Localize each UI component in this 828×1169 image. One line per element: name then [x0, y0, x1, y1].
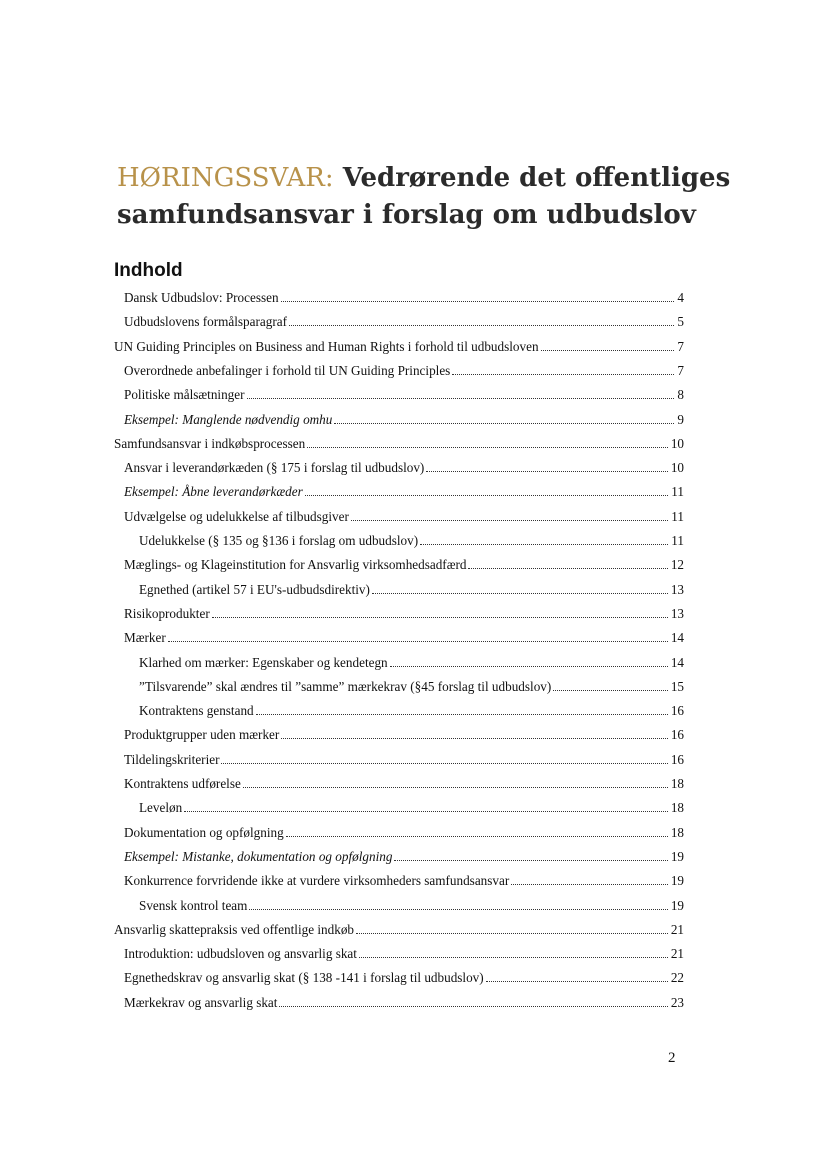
- toc-entry-leader: [221, 763, 667, 764]
- toc-entry[interactable]: [124, 501, 684, 525]
- toc-entry-page: 8: [677, 387, 684, 403]
- page-number: 2: [668, 1050, 676, 1066]
- toc-entry[interactable]: [124, 622, 684, 646]
- toc-entry-page: 10: [670, 460, 684, 476]
- toc-entry[interactable]: [124, 938, 684, 962]
- toc-entry-title: Risikoprodukter: [124, 605, 210, 621]
- toc-entry-leader: [553, 690, 668, 691]
- toc-entry-title: Politiske målsætninger: [124, 387, 245, 403]
- toc-heading: Indhold: [114, 260, 183, 281]
- toc-entry-title: Introduktion: udbudsloven og ansvarlig skat: [124, 946, 357, 962]
- toc-entry-title: UN Guiding Principles on Business and Human Rights i forhold til udbudsloven: [114, 338, 539, 354]
- title-line-2: samfundsansvar i forslag om udbudslov: [117, 200, 696, 230]
- toc-entry[interactable]: [139, 525, 684, 549]
- title-prefix: HØRINGSSVAR:: [117, 163, 334, 193]
- toc-entry-title: Dansk Udbudslov: Processen: [124, 290, 279, 305]
- toc-entry-leader: [468, 568, 667, 569]
- toc-entry-leader: [307, 447, 668, 448]
- toc-entry[interactable]: [124, 987, 684, 1011]
- toc-entry-page: 18: [670, 776, 684, 791]
- toc-entry[interactable]: [124, 355, 684, 379]
- toc-entry-page: 19: [670, 897, 684, 913]
- toc-entry-leader: [372, 593, 668, 594]
- toc-entry-page: 18: [670, 824, 684, 840]
- toc-entry-page: 11: [671, 484, 684, 500]
- toc-entry[interactable]: [124, 598, 684, 622]
- toc-entry-title: Svensk kontrol team: [139, 897, 248, 913]
- toc-entry-title: Kontraktens genstand: [139, 703, 254, 719]
- toc-entry-page: 5: [677, 314, 684, 330]
- toc-entry-title: Konkurrence forvridende ikke at vurdere virksomheders samfundsansvar: [124, 873, 510, 889]
- toc-entry-leader: [281, 738, 668, 739]
- toc-entry[interactable]: [114, 428, 684, 452]
- toc-entry-leader: [420, 544, 668, 545]
- toc-entry-page: 10: [670, 435, 684, 451]
- toc-entry[interactable]: [124, 549, 684, 573]
- toc-entry-page: 7: [677, 338, 684, 354]
- toc-entry[interactable]: [124, 404, 684, 428]
- toc-entry[interactable]: [124, 817, 684, 841]
- toc-entry-title: Udvælgelse og udelukkelse af tilbudsgiver: [124, 508, 349, 524]
- toc-entry[interactable]: [124, 379, 684, 403]
- toc-entry-title: Mærker: [124, 630, 166, 646]
- toc-entry-title: Ansvarlig skattepraksis ved offentlige indkøb: [114, 921, 355, 937]
- toc-entry-leader: [351, 520, 668, 521]
- toc-entry-leader: [247, 398, 675, 399]
- toc-entry-leader: [243, 787, 668, 788]
- toc-entry-leader: [184, 811, 668, 812]
- toc-entry-page: 14: [670, 654, 684, 670]
- toc-entry-leader: [541, 350, 675, 351]
- toc-entry-page: 9: [677, 411, 684, 427]
- toc-entry-leader: [452, 374, 674, 375]
- toc-entry[interactable]: [139, 792, 684, 816]
- toc-entry-title: Kontraktens udførelse: [124, 776, 241, 791]
- toc-entry-title: Mærkekrav og ansvarlig skat: [124, 994, 278, 1010]
- toc-entry[interactable]: [124, 841, 684, 865]
- toc-entry-title: Ansvar i leverandørkæden (§ 175 i forslag til udbudslov): [124, 460, 425, 476]
- toc-entry[interactable]: [114, 331, 684, 355]
- toc-entry-title: Klarhed om mærker: Egenskaber og kendetegn: [139, 654, 388, 670]
- toc-entry-title: Eksempel: Mistanke, dokumentation og opfølgning: [124, 848, 393, 864]
- toc-entry[interactable]: [124, 476, 684, 500]
- toc-entry-page: 22: [670, 970, 684, 986]
- toc-entry-leader: [249, 909, 667, 910]
- toc-entry-page: 7: [677, 362, 684, 378]
- toc-entry[interactable]: [139, 695, 684, 719]
- toc-entry-leader: [289, 325, 674, 326]
- toc-entry[interactable]: [124, 452, 684, 476]
- toc-entry-page: 19: [670, 848, 684, 864]
- toc-entry-leader: [394, 860, 667, 861]
- toc-entry-leader: [390, 666, 668, 667]
- toc-entry-title: Egnethed (artikel 57 i EU's-udbudsdirektiv): [139, 581, 370, 597]
- toc-entry-leader: [426, 471, 667, 472]
- toc-entry-leader: [486, 981, 668, 982]
- toc-entry-leader: [305, 495, 669, 496]
- toc-entry[interactable]: [139, 647, 684, 671]
- toc-entry-page: 16: [670, 751, 684, 767]
- toc-entry-title: Mæglings- og Klageinstitution for Ansvarlig virksomhedsadfærd: [124, 557, 467, 573]
- toc-entry[interactable]: [124, 306, 684, 330]
- toc-entry-leader: [356, 933, 668, 934]
- toc-entry-title: Eksempel: Åbne leverandørkæder: [124, 484, 303, 500]
- toc-entry[interactable]: [124, 744, 684, 768]
- toc-entry-title: Eksempel: Manglende nødvendig omhu: [124, 411, 333, 427]
- toc-entry-page: 11: [671, 508, 684, 524]
- toc-entry-leader: [279, 1006, 667, 1007]
- toc-entry-title: Samfundsansvar i indkøbsprocessen: [114, 435, 306, 451]
- toc-entry[interactable]: [139, 890, 684, 914]
- toc-entry-page: 15: [670, 678, 684, 694]
- toc-entry-page: 16: [670, 727, 684, 743]
- toc-entry-page: 4: [677, 290, 684, 305]
- toc-entry-title: Produktgrupper uden mærker: [124, 727, 280, 743]
- toc-entry-page: 12: [670, 557, 684, 573]
- toc-entry-leader: [334, 423, 674, 424]
- toc-entry-leader: [168, 641, 668, 642]
- toc-entry[interactable]: [124, 962, 684, 986]
- toc-entry-page: 16: [670, 703, 684, 719]
- toc-entry-page: 21: [670, 921, 684, 937]
- toc-entry-page: 23: [670, 994, 684, 1010]
- title-line-1: Vedrørende det offentliges: [342, 163, 731, 193]
- toc-entry-leader: [281, 301, 675, 302]
- toc-entry-title: Udelukkelse (§ 135 og §136 i forslag om udbudslov): [139, 533, 419, 548]
- toc-entry-page: 14: [670, 630, 684, 646]
- toc-entry-title: Overordnede anbefalinger i forhold til UN Guiding Principles: [124, 362, 451, 378]
- toc-entry-page: 11: [671, 533, 684, 548]
- toc-entry[interactable]: [124, 282, 684, 306]
- toc-entry-title: Udbudslovens formålsparagraf: [124, 314, 287, 330]
- toc-entry-page: 19: [670, 873, 684, 889]
- toc-entry-page: 13: [670, 581, 684, 597]
- toc-entry-leader: [511, 884, 668, 885]
- toc-entry[interactable]: [124, 865, 684, 889]
- toc-entry-leader: [359, 957, 668, 958]
- toc-entry[interactable]: [124, 768, 684, 792]
- toc-entry-leader: [256, 714, 668, 715]
- toc-entry-title: Egnethedskrav og ansvarlig skat (§ 138 -141 i forslag til udbudslov): [124, 970, 484, 986]
- toc-entry[interactable]: [139, 671, 684, 695]
- toc-entry-title: Dokumentation og opfølgning: [124, 824, 284, 840]
- toc-entry-leader: [286, 836, 668, 837]
- toc-entry-title: Leveløn: [139, 800, 183, 816]
- toc-entry-leader: [212, 617, 668, 618]
- toc-entry-page: 21: [670, 946, 684, 962]
- document-title: [117, 160, 737, 234]
- toc-entry-page: 13: [670, 605, 684, 621]
- toc-entry-page: 18: [670, 800, 684, 816]
- toc-entry-title: ”Tilsvarende” skal ændres til ”samme” mærkekrav (§45 forslag til udbudslov): [139, 678, 552, 694]
- toc-entry[interactable]: [124, 719, 684, 743]
- toc-entry-title: Tildelingskriterier: [124, 751, 220, 767]
- toc-entry[interactable]: [114, 914, 684, 938]
- toc-entry[interactable]: [139, 574, 684, 598]
